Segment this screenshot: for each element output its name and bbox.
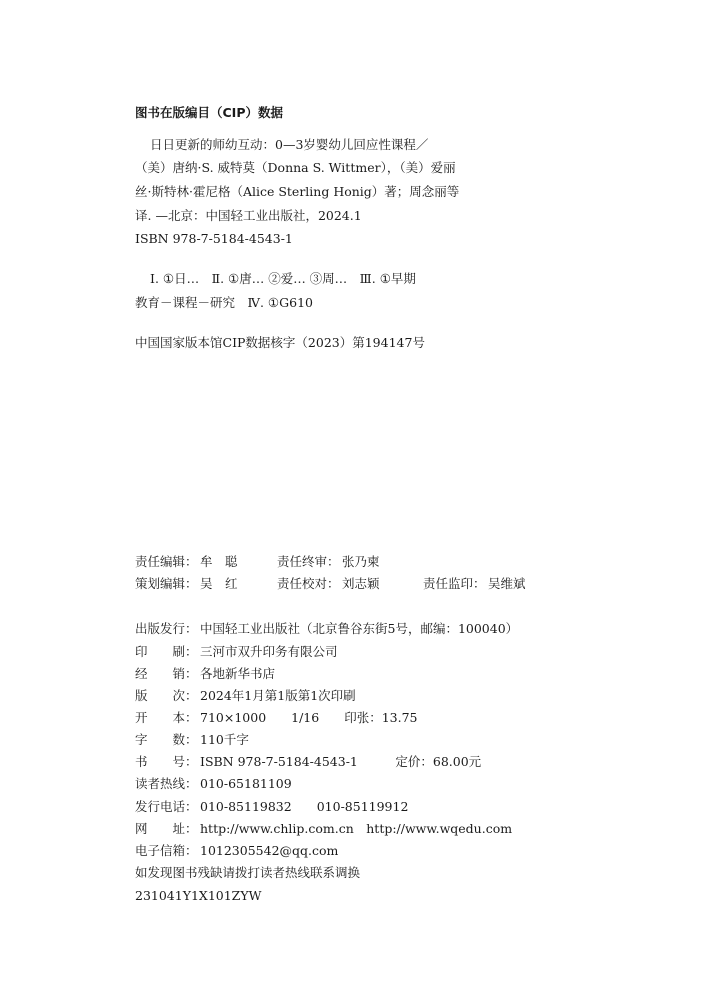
email-value: 1012305542@qq.com <box>200 843 339 858</box>
format-label: 开 本： <box>135 710 198 725</box>
staff-label: 策划编辑： <box>135 576 198 591</box>
staff-label: 责任终审： <box>277 554 340 569</box>
format-value: 710×1000 1/16 印张：13.75 <box>200 710 418 725</box>
classification-line-2: 教育－课程－研究 Ⅳ. ①G610 <box>135 295 313 310</box>
word-count-value: 110千字 <box>200 732 249 747</box>
printer-value: 三河市双升印务有限公司 <box>200 644 338 659</box>
staff-value: 张乃柬 <box>342 554 380 569</box>
staff-value: 牟 聪 <box>200 554 238 569</box>
cip-entry-line-4: 译. —北京：中国轻工业出版社，2024.1 <box>135 208 362 223</box>
sales-phone-label: 发行电话： <box>135 799 198 814</box>
classification-line-1: Ⅰ. ①日… Ⅱ. ①唐… ②爱… ③周… Ⅲ. ①早期 <box>150 271 416 286</box>
website-value: http://www.chlip.com.cn http://www.wqedu.com <box>200 821 513 836</box>
staff-label: 责任监印： <box>423 576 486 591</box>
distributor-value: 各地新华书店 <box>200 666 276 681</box>
reader-hotline-label: 读者热线： <box>135 776 198 791</box>
website-label: 网 址： <box>135 821 198 836</box>
defect-notice: 如发现图书残缺请拨打读者热线联系调换 <box>135 865 361 880</box>
printer-label: 印 刷： <box>135 644 198 659</box>
internal-code: 231041Y1X101ZYW <box>135 888 262 903</box>
isbn-label: 书 号： <box>135 754 198 769</box>
publisher-label: 出版发行： <box>135 621 198 636</box>
staff-value: 刘志颖 <box>342 576 380 591</box>
staff-value: 吴维斌 <box>488 576 526 591</box>
isbn-price-value: ISBN 978-7-5184-4543-1 定价：68.00元 <box>200 754 482 769</box>
cip-entry-line-2: （美）唐纳·S. 威特莫（Donna S. Wittmer），（美）爱丽 <box>135 160 456 175</box>
publisher-value: 中国轻工业出版社（北京鲁谷东街5号，邮编：100040） <box>200 621 519 636</box>
cip-heading: 图书在版编目（CIP）数据 <box>135 105 283 120</box>
staff-label: 责任校对： <box>277 576 340 591</box>
isbn-line: ISBN 978-7-5184-4543-1 <box>135 231 293 246</box>
distributor-label: 经 销： <box>135 666 198 681</box>
edition-value: 2024年1月第1版第1次印刷 <box>200 688 356 703</box>
cip-entry-line-3: 丝·斯特林·霍尼格（Alice Sterling Honig）著；周念丽等 <box>135 184 460 199</box>
reader-hotline-value: 010-65181109 <box>200 776 292 791</box>
staff-value: 吴 红 <box>200 576 238 591</box>
email-label: 电子信箱： <box>135 843 198 858</box>
word-count-label: 字 数： <box>135 732 198 747</box>
edition-label: 版 次： <box>135 688 198 703</box>
sales-phone-value: 010-85119832 010-85119912 <box>200 799 409 814</box>
cip-record-number: 中国国家版本馆CIP数据核字（2023）第194147号 <box>135 335 425 350</box>
cip-entry-line-1: 日日更新的师幼互动：0—3岁婴幼儿回应性课程／ <box>150 137 429 152</box>
staff-label: 责任编辑： <box>135 554 198 569</box>
